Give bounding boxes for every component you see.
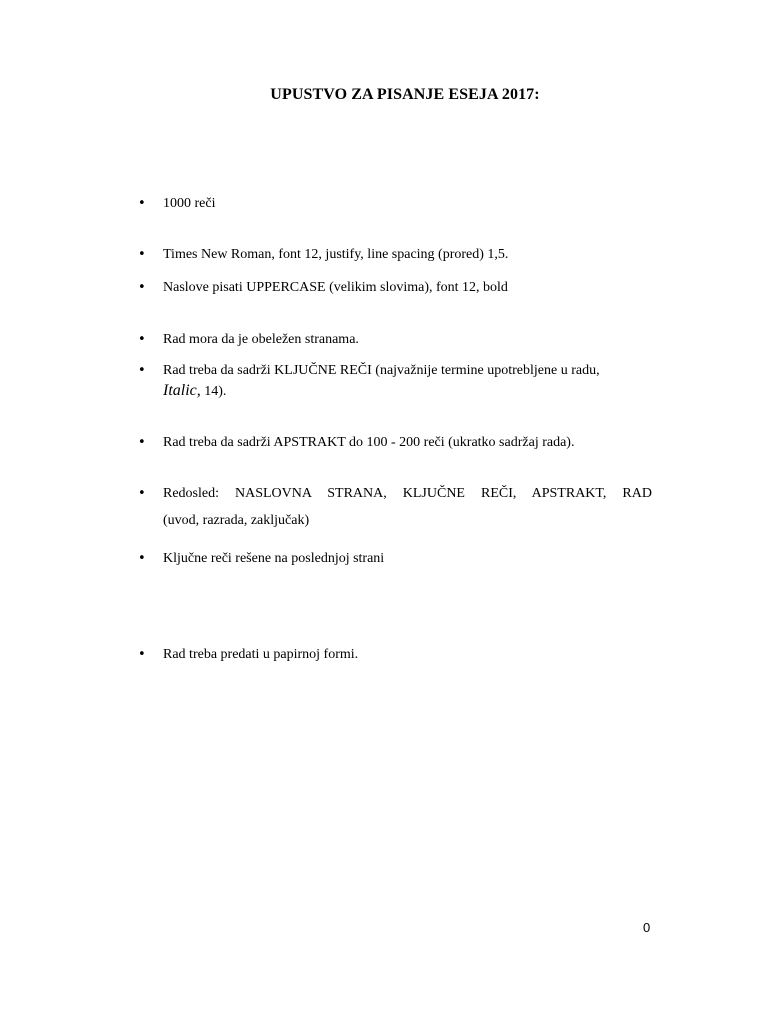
list-item [163, 245, 652, 265]
italic-word: Italic, [163, 382, 201, 399]
list-item [163, 645, 652, 665]
list-item-text: Rad mora da je obeležen stranama. [163, 332, 359, 347]
page-number: 0 [643, 920, 651, 935]
list-item-tail: 14). [200, 384, 227, 399]
list-item-text: Rad treba predati u papirnoj formi. [163, 647, 359, 662]
list-item-text: Rad treba da sadrži APSTRAKT do 100 - 200 reči (ukratko sadržaj rada). [163, 435, 575, 450]
list-item-text: Naslove pisati UPPERCASE (velikim slovima), font 12, bold [163, 280, 508, 295]
document-title: UPUSTVO ZA PISANJE ESEJA 2017: [270, 86, 540, 103]
list-item [163, 194, 652, 214]
list-item-text: 1000 reči [163, 196, 216, 211]
list-item-continuation [163, 381, 652, 402]
list-item [163, 278, 652, 298]
list-item [163, 549, 652, 569]
list-item-continuation: (uvod, razrada, zaključak) [163, 513, 310, 528]
list-item [163, 433, 652, 453]
list-item [163, 361, 652, 402]
list-item [163, 330, 652, 350]
list-item-text: Ključne reči rešene na poslednjoj strani [163, 551, 385, 566]
list-item-text: • Redosled: NASLOVNA STRANA, KLJUČNE REČI, APSTRAKT, RAD [163, 486, 652, 501]
list-item-text: Times New Roman, font 12, justify, line spacing (prored) 1,5. [163, 247, 509, 262]
list-item-text: Rad treba da sadrži KLJUČNE REČI (najvažnije termine upotrebljene u radu, [163, 363, 600, 378]
list-item [163, 484, 652, 531]
